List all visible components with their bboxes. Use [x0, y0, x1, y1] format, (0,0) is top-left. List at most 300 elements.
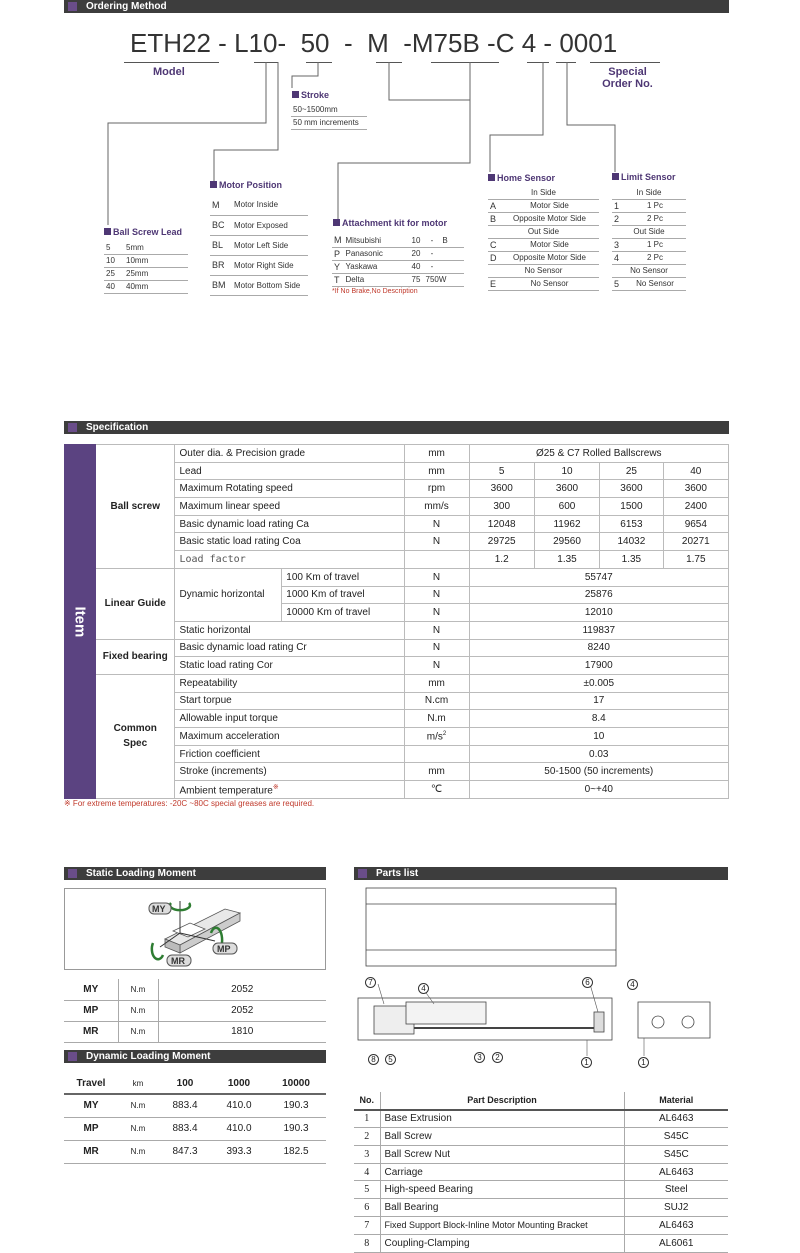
code-dash: -: [543, 28, 553, 58]
attach-brake: [440, 247, 464, 260]
callout-6: 6: [582, 977, 593, 988]
spec-value: 1.35: [534, 551, 599, 569]
moment-value: 883.4: [158, 1094, 212, 1117]
limit-desc: 2 Pc: [624, 212, 686, 225]
group-common-spec: [96, 674, 175, 798]
motor-pos-desc: Motor Inside: [232, 195, 308, 215]
moment-label: MY: [64, 979, 118, 1000]
callout-7: 7: [365, 977, 376, 988]
moment-value: 883.4: [158, 1117, 212, 1140]
spec-unit: N: [404, 657, 469, 675]
callout-leader: [378, 984, 384, 1004]
spec-unit: N: [404, 586, 469, 604]
spec-value: Ø25 & C7 Rolled Ballscrews: [469, 445, 728, 463]
parts-header: No.: [354, 1092, 380, 1110]
spec-unit: rpm: [404, 480, 469, 498]
moment-value: 410.0: [212, 1094, 266, 1117]
top-view-outline: [366, 888, 616, 966]
parts-header-bar: [354, 867, 728, 880]
part-material: AL6463: [624, 1163, 728, 1181]
motor-pos-code: BC: [210, 215, 232, 235]
home-desc: No Sensor: [500, 277, 599, 290]
spec-label: Friction coefficient: [175, 745, 404, 763]
spec-unit: N: [404, 568, 469, 586]
code-part: 4: [521, 28, 537, 58]
dynamic-moment-table: [64, 1073, 326, 1164]
moment-label: MP: [64, 1000, 118, 1021]
model-label: Model: [153, 66, 185, 78]
parts-drawing: [354, 884, 728, 1074]
attach-code: T: [332, 273, 344, 286]
spec-unit: N.cm: [404, 692, 469, 710]
part-desc: Ball Bearing: [380, 1199, 624, 1217]
spec-unit: N.m: [404, 710, 469, 728]
end-view-outline: [638, 1002, 710, 1038]
part-no: 8: [354, 1234, 380, 1252]
spec-label: Static horizontal: [175, 621, 404, 639]
home-box: [488, 186, 599, 291]
spec-value: 119837: [469, 621, 728, 639]
code-part: C: [495, 28, 515, 58]
part-desc: Ball Screw Nut: [380, 1145, 624, 1163]
spec-value: 8.4: [469, 710, 728, 728]
motor-pos-desc: Motor Left Side: [232, 235, 308, 255]
spec-value: 1.75: [663, 551, 728, 569]
static-moment-table: [64, 979, 326, 1043]
spec-value: 10: [469, 728, 728, 746]
spec-value: 0.03: [469, 745, 728, 763]
parts-table: [354, 1092, 728, 1253]
spec-value: 11962: [534, 515, 599, 533]
spec-value: 3600: [469, 480, 534, 498]
part-desc: High-speed Bearing: [380, 1181, 624, 1199]
attach-note: *If No Brake,No Description: [332, 287, 418, 295]
part-no: 3: [354, 1145, 380, 1163]
callout-5: 5: [385, 1054, 396, 1065]
moment-value: 182.5: [266, 1140, 326, 1163]
temp-label: Ambient temperature: [179, 785, 273, 797]
lead-code: 10: [104, 254, 124, 267]
part-desc: Carriage: [380, 1163, 624, 1181]
lead-desc: 40mm: [124, 280, 188, 293]
spec-label: 1000 Km of travel: [282, 586, 404, 604]
attach-brand: Mitsubishi: [344, 234, 410, 247]
spec-value: 12010: [469, 604, 728, 622]
spec-title: Specification: [86, 422, 149, 433]
special-label-line1: Special: [608, 66, 647, 78]
spec-value: 300: [469, 498, 534, 516]
group-fixed-bearing: Fixed bearing: [96, 639, 175, 674]
limit-row: [612, 186, 686, 199]
spec-label: Basic dynamic load rating Ca: [175, 515, 404, 533]
part-material: S45C: [624, 1128, 728, 1146]
moment-value: 190.3: [266, 1094, 326, 1117]
spec-unit: N: [404, 515, 469, 533]
spec-value: 50-1500 (50 increments): [469, 763, 728, 781]
motor-pos-code: BM: [210, 275, 232, 295]
group-linear-guide: Linear Guide: [96, 568, 175, 639]
header-square-icon: [68, 869, 77, 878]
home-row: [488, 186, 599, 199]
accel-unit: m/s: [426, 731, 443, 742]
spec-unit: N: [404, 621, 469, 639]
spec-unit: [404, 745, 469, 763]
spec-value: 55747: [469, 568, 728, 586]
spec-unit: mm: [404, 462, 469, 480]
dyn-header: 100: [158, 1073, 212, 1094]
spec-unit: N: [404, 639, 469, 657]
callout-1: 1: [581, 1057, 592, 1068]
moment-value: 1810: [158, 1021, 326, 1042]
limit-desc: Out Side: [612, 225, 686, 238]
motor-pos-title: Motor Position: [210, 180, 282, 190]
moment-value: 2052: [158, 1000, 326, 1021]
spec-unit: mm: [404, 674, 469, 692]
code-dash: -: [487, 28, 496, 58]
attach-brand: Panasonic: [344, 247, 410, 260]
part-no: 5: [354, 1181, 380, 1199]
code-dash: -: [343, 28, 353, 58]
spec-unit: mm: [404, 763, 469, 781]
attach-size: 40: [410, 260, 424, 273]
dyn-header: Travel: [64, 1073, 118, 1094]
part-no: 2: [354, 1128, 380, 1146]
part-desc: Ball Screw: [380, 1128, 624, 1146]
limit-desc: 2 Pc: [624, 251, 686, 264]
spec-value: 25: [600, 462, 663, 480]
stroke-title: Stroke: [292, 90, 329, 100]
home-row: [488, 277, 599, 290]
spec-sublabel: Dynamic horizontal: [175, 568, 282, 621]
motor-pos-desc: Motor Right Side: [232, 255, 308, 275]
spec-label: Maximum acceleration: [175, 728, 404, 746]
lead-desc: 25mm: [124, 267, 188, 280]
part-material: SUJ2: [624, 1199, 728, 1217]
code-part: L10: [234, 28, 278, 58]
attach-size: 10: [410, 234, 424, 247]
dynamic-title: Dynamic Loading Moment: [86, 1051, 211, 1062]
home-code: D: [488, 251, 500, 264]
motor-pos-code: M: [210, 195, 232, 215]
callout-4: 4: [418, 983, 429, 994]
limit-row: [612, 251, 686, 264]
part-desc: Base Extrusion: [380, 1110, 624, 1128]
spec-label: Basic dynamic load rating Cr: [175, 639, 404, 657]
moment-label: MR: [64, 1021, 118, 1042]
spec-value: 3600: [534, 480, 599, 498]
lead-code: 5: [104, 241, 124, 254]
home-desc: Motor Side: [500, 199, 599, 212]
static-header-bar: [64, 867, 326, 880]
moment-label: MR: [64, 1140, 118, 1163]
spec-side-label: Item: [71, 606, 89, 638]
home-desc: Opposite Motor Side: [500, 251, 599, 264]
part-material: AL6061: [624, 1234, 728, 1252]
lead-desc: 10mm: [124, 254, 188, 267]
callout-8: 8: [368, 1054, 379, 1065]
my-tag-label: MY: [152, 904, 166, 914]
limit-row: [612, 238, 686, 251]
attach-brand: Delta: [344, 273, 410, 286]
motor-pos-desc: Motor Bottom Side: [232, 275, 308, 295]
limit-code: 5: [612, 277, 624, 290]
group-common-line1: Common: [113, 723, 157, 735]
attach-brake: B: [440, 234, 464, 247]
code-part: M75B: [411, 28, 480, 58]
callout-1b: 1: [638, 1057, 649, 1068]
home-row: [488, 264, 599, 277]
parts-header: Material: [624, 1092, 728, 1110]
home-row: [488, 238, 599, 251]
dynamic-header-bar: [64, 1050, 326, 1063]
code-part: ETH22: [130, 28, 211, 58]
part-desc: Coupling-Clamping: [380, 1234, 624, 1252]
spec-value: 3600: [600, 480, 663, 498]
header-square-icon: [68, 423, 77, 432]
limit-box: [612, 186, 686, 291]
moment-label: MY: [64, 1094, 118, 1117]
attach-size: 20: [410, 247, 424, 260]
attach-opt: 750W: [424, 273, 465, 286]
moment-value: 410.0: [212, 1117, 266, 1140]
spec-unit: N: [404, 604, 469, 622]
spec-label: Allowable input torque: [175, 710, 404, 728]
temp-mark: ※: [272, 783, 279, 791]
attach-opt: -: [424, 247, 441, 260]
spec-label: Start torpue: [175, 692, 404, 710]
spec-value: 8240: [469, 639, 728, 657]
moment-unit: N.m: [118, 979, 158, 1000]
lead-code: 25: [104, 267, 124, 280]
parts-header: Part Description: [380, 1092, 624, 1110]
spec-value: 0~+40: [469, 781, 728, 799]
limit-row: [612, 277, 686, 290]
motor-pos-box: [210, 195, 308, 296]
moment-value: 2052: [158, 979, 326, 1000]
limit-row: [612, 212, 686, 225]
moment-diagram: [64, 888, 326, 970]
mr-arrow-icon: [152, 943, 163, 959]
spec-label: [175, 781, 404, 799]
attach-opt: -: [424, 260, 441, 273]
spec-side-bar: [65, 445, 96, 799]
mr-tag-label: MR: [171, 956, 185, 966]
limit-code: 2: [612, 212, 624, 225]
limit-row: [612, 225, 686, 238]
static-title: Static Loading Moment: [86, 868, 196, 879]
spec-unit: N: [404, 533, 469, 551]
attach-size: 75: [410, 273, 424, 286]
moment-label: MP: [64, 1117, 118, 1140]
spec-label: Outer dia. & Precision grade: [175, 445, 404, 463]
home-desc: No Sensor: [488, 264, 599, 277]
code-part: 50: [300, 28, 330, 58]
limit-row: [612, 264, 686, 277]
home-title: Home Sensor: [488, 173, 555, 183]
spec-value: 20271: [663, 533, 728, 551]
moment-value: 847.3: [158, 1140, 212, 1163]
attach-box: [332, 234, 464, 295]
limit-code: 4: [612, 251, 624, 264]
home-desc: Motor Side: [500, 238, 599, 251]
end-view-hole: [652, 1016, 664, 1028]
moment-unit: N.m: [118, 1021, 158, 1042]
moment-unit: N.m: [118, 1140, 158, 1163]
limit-code: 3: [612, 238, 624, 251]
code-dash: -: [218, 28, 227, 58]
limit-desc: No Sensor: [624, 277, 686, 290]
part-desc: Fixed Support Block-Inline Motor Mounting Bracket: [380, 1217, 624, 1235]
home-code: E: [488, 277, 500, 290]
home-row: [488, 199, 599, 212]
part-no: 1: [354, 1110, 380, 1128]
spec-label: Load factor: [175, 551, 404, 569]
attach-title: Attachment kit for motor: [333, 218, 447, 228]
attach-brand: Yaskawa: [344, 260, 410, 273]
spec-value: 5: [469, 462, 534, 480]
spec-label: Stroke (increments): [175, 763, 404, 781]
home-row: [488, 212, 599, 225]
spec-value: 1.35: [600, 551, 663, 569]
code-dash: -: [277, 28, 287, 58]
limit-desc: 1 Pc: [624, 199, 686, 212]
callout-4b: 4: [627, 979, 638, 990]
spec-value: 9654: [663, 515, 728, 533]
part-no: 4: [354, 1163, 380, 1181]
code-part: 0001: [559, 28, 618, 58]
home-desc: In Side: [488, 186, 599, 199]
callout-2: 2: [492, 1052, 503, 1063]
home-desc: Out Side: [488, 225, 599, 238]
home-code: C: [488, 238, 500, 251]
attach-code: P: [332, 247, 344, 260]
home-row: [488, 225, 599, 238]
spec-unit: mm: [404, 445, 469, 463]
home-desc: Opposite Motor Side: [500, 212, 599, 225]
spec-value: 12048: [469, 515, 534, 533]
spec-label: Lead: [175, 462, 404, 480]
carriage-shape: [406, 1002, 486, 1024]
spec-value: 17900: [469, 657, 728, 675]
stroke-row: 50~1500mm: [291, 103, 367, 116]
spec-label: Maximum Rotating speed: [175, 480, 404, 498]
attach-code: Y: [332, 260, 344, 273]
callout-3: 3: [474, 1052, 485, 1063]
spec-value: 40: [663, 462, 728, 480]
moment-unit: N.m: [118, 1000, 158, 1021]
spec-unit: ℃: [404, 781, 469, 799]
moment-diagram-svg: [65, 889, 325, 969]
spec-value: 10: [534, 462, 599, 480]
spec-value: 1500: [600, 498, 663, 516]
moment-unit: N.m: [118, 1117, 158, 1140]
moment-value: 393.3: [212, 1140, 266, 1163]
limit-desc: In Side: [612, 186, 686, 199]
special-label-line2: Order No.: [602, 78, 653, 90]
spec-label: 100 Km of travel: [282, 568, 404, 586]
spec-value: 14032: [600, 533, 663, 551]
motor-pos-desc: Motor Exposed: [232, 215, 308, 235]
stroke-row: 50 mm increments: [291, 116, 367, 129]
spec-value: 29560: [534, 533, 599, 551]
part-material: S45C: [624, 1145, 728, 1163]
spec-value: 3600: [663, 480, 728, 498]
home-row: [488, 251, 599, 264]
part-material: AL6463: [624, 1217, 728, 1235]
motor-pos-code: BR: [210, 255, 232, 275]
accel-sup: 2: [442, 730, 447, 737]
attach-code: M: [334, 235, 342, 246]
limit-title: Limit Sensor: [612, 172, 676, 182]
spec-label: Static load rating Cor: [175, 657, 404, 675]
part-no: 7: [354, 1217, 380, 1235]
group-ball-screw: Ball screw: [96, 445, 175, 569]
home-code: A: [488, 199, 500, 212]
lead-code: 40: [104, 280, 124, 293]
end-view-hole: [682, 1016, 694, 1028]
stroke-box: [291, 103, 367, 130]
moment-unit: N.m: [118, 1094, 158, 1117]
limit-desc: 1 Pc: [624, 238, 686, 251]
part-no: 6: [354, 1199, 380, 1217]
code-dash: -: [403, 28, 412, 58]
attach-opt: -: [424, 234, 441, 247]
spec-value: 17: [469, 692, 728, 710]
attach-brake: [440, 260, 464, 273]
bearing-block: [594, 1012, 604, 1032]
parts-title: Parts list: [376, 868, 419, 879]
lead-title: Ball Screw Lead: [104, 227, 182, 237]
spec-value: 2400: [663, 498, 728, 516]
part-material: Steel: [624, 1181, 728, 1199]
moment-value: 190.3: [266, 1117, 326, 1140]
spec-unit: [404, 551, 469, 569]
limit-desc: No Sensor: [612, 264, 686, 277]
spec-value: 29725: [469, 533, 534, 551]
dyn-header: km: [118, 1073, 158, 1094]
limit-code: 1: [612, 199, 624, 212]
mp-tag-label: MP: [217, 944, 231, 954]
ordering-title: Ordering Method: [86, 1, 167, 12]
part-material: AL6463: [624, 1110, 728, 1128]
lead-desc: 5mm: [124, 241, 188, 254]
spec-note: ※ For extreme temperatures: -20C ~80C special greases are required.: [64, 799, 315, 808]
motor-pos-code: BL: [210, 235, 232, 255]
spec-label: Repeatability: [175, 674, 404, 692]
spec-value: 6153: [600, 515, 663, 533]
dyn-header: 1000: [212, 1073, 266, 1094]
spec-table: [64, 444, 729, 799]
spec-label: Basic static load rating Coa: [175, 533, 404, 551]
spec-value: 600: [534, 498, 599, 516]
spec-unit: [404, 728, 469, 746]
spec-value: ±0.005: [469, 674, 728, 692]
spec-label: Maximum linear speed: [175, 498, 404, 516]
header-square-icon: [68, 1052, 77, 1061]
group-common-line2: Spec: [123, 738, 148, 750]
spec-value: 1.2: [469, 551, 534, 569]
dyn-header: 10000: [266, 1073, 326, 1094]
lead-box: [104, 241, 188, 294]
header-square-icon: [358, 869, 367, 878]
spec-value: 25876: [469, 586, 728, 604]
limit-row: [612, 199, 686, 212]
spec-header-bar: [64, 421, 729, 434]
home-code: B: [488, 212, 500, 225]
code-part: M: [367, 28, 389, 58]
spec-unit: mm/s: [404, 498, 469, 516]
spec-label: 10000 Km of travel: [282, 604, 404, 622]
